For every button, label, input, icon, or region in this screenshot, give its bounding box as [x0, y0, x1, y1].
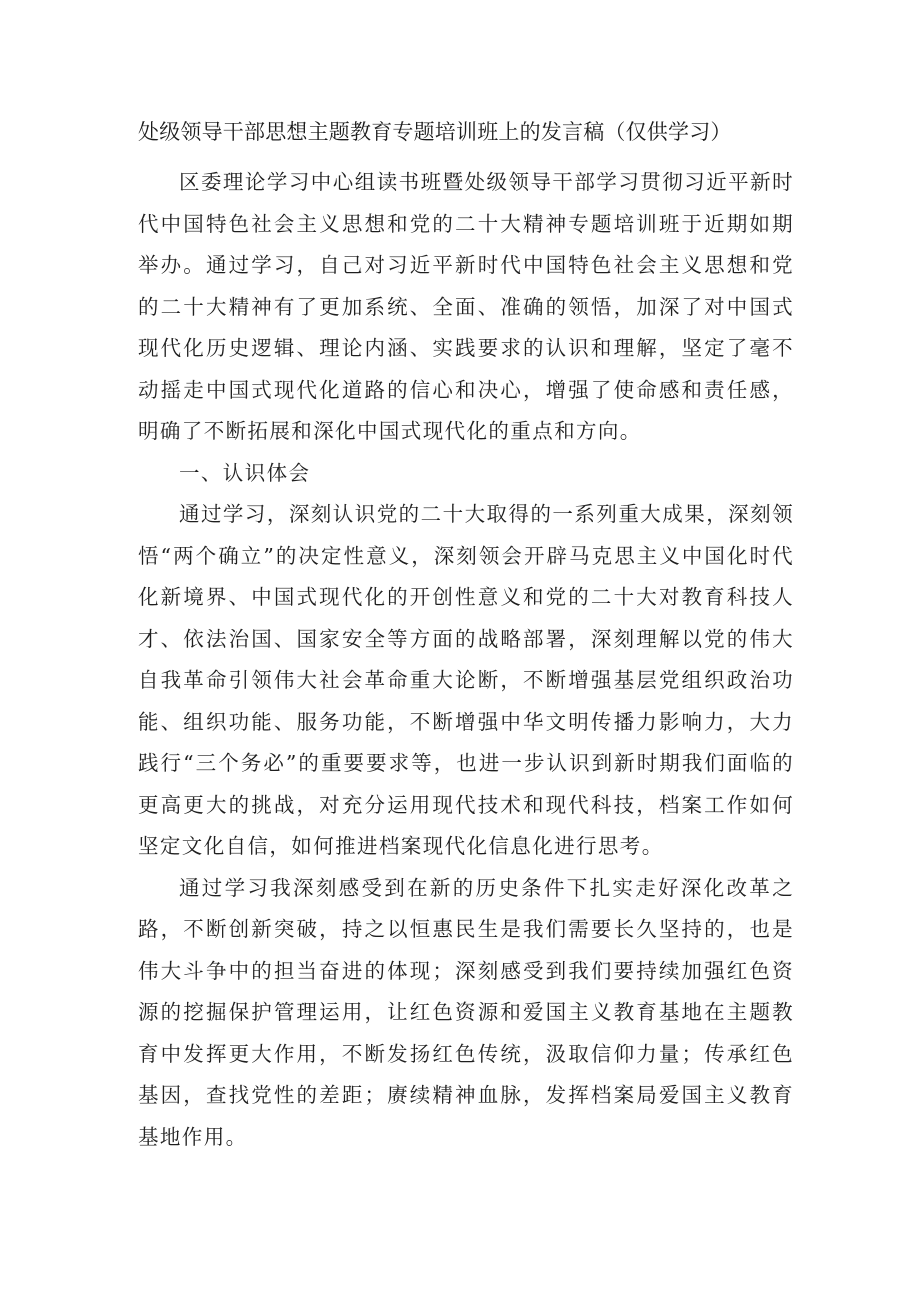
document-title: 处级领导干部思想主题教育专题培训班上的发言稿（仅供学习）: [138, 120, 732, 144]
document-body: [138, 162, 794, 1158]
section-heading: 一、认识体会: [179, 460, 311, 485]
paragraph-understanding: 通过学习，深刻认识党的二十大取得的一系列重大成果，深刻领悟“两个确立”的决定性意义，深刻领会开辟马克思主义中国化时代化新境界、中国式现代化的开创性意义和党的二十大对教育科技人才、依法治国、国家安全等方面的战略部署，深刻理解以党的伟大自我革命引领伟大社会革命重大论断，不断增强基层党组织政治功能、组织功能、服务功能，不断增强中华文明传播力影响力，大力践行“三个务必”的重要要求等，也进一步认识到新时期我们面临的更高更大的挑战，对充分运用现代技术和现代科技，档案工作如何坚定文化自信，如何推进档案现代化信息化进行思考。: [138, 502, 794, 858]
paragraph-feelings: 通过学习我深刻感受到在新的历史条件下扎实走好深化改革之路，不断创新突破，持之以恒惠民生是我们需要长久坚持的，也是伟大斗争中的担当奋进的体现；深刻感受到我们要持续加强红色资源的挖掘保护管理运用，让红色资源和爱国主义教育基地在主题教育中发挥更大作用，不断发扬红色传统，汲取信仰力量；传承红色基因，查找党性的差距；赓续精神血脉，发挥档案局爱国主义教育基地作用。: [138, 875, 794, 1149]
paragraph-intro: 区委理论学习中心组读书班暨处级领导干部学习贯彻习近平新时代中国特色社会主义思想和党的二十大精神专题培训班于近期如期举办。通过学习，自己对习近平新时代中国特色社会主义思想和党的二十大精神有了更加系统、全面、准确的领悟，加深了对中国式现代化历史逻辑、理论内涵、实践要求的认识和理解，坚定了毫不动摇走中国式现代化道路的信心和决心，增强了使命感和责任感，明确了不断拓展和深化中国式现代化的重点和方向。: [138, 170, 794, 443]
